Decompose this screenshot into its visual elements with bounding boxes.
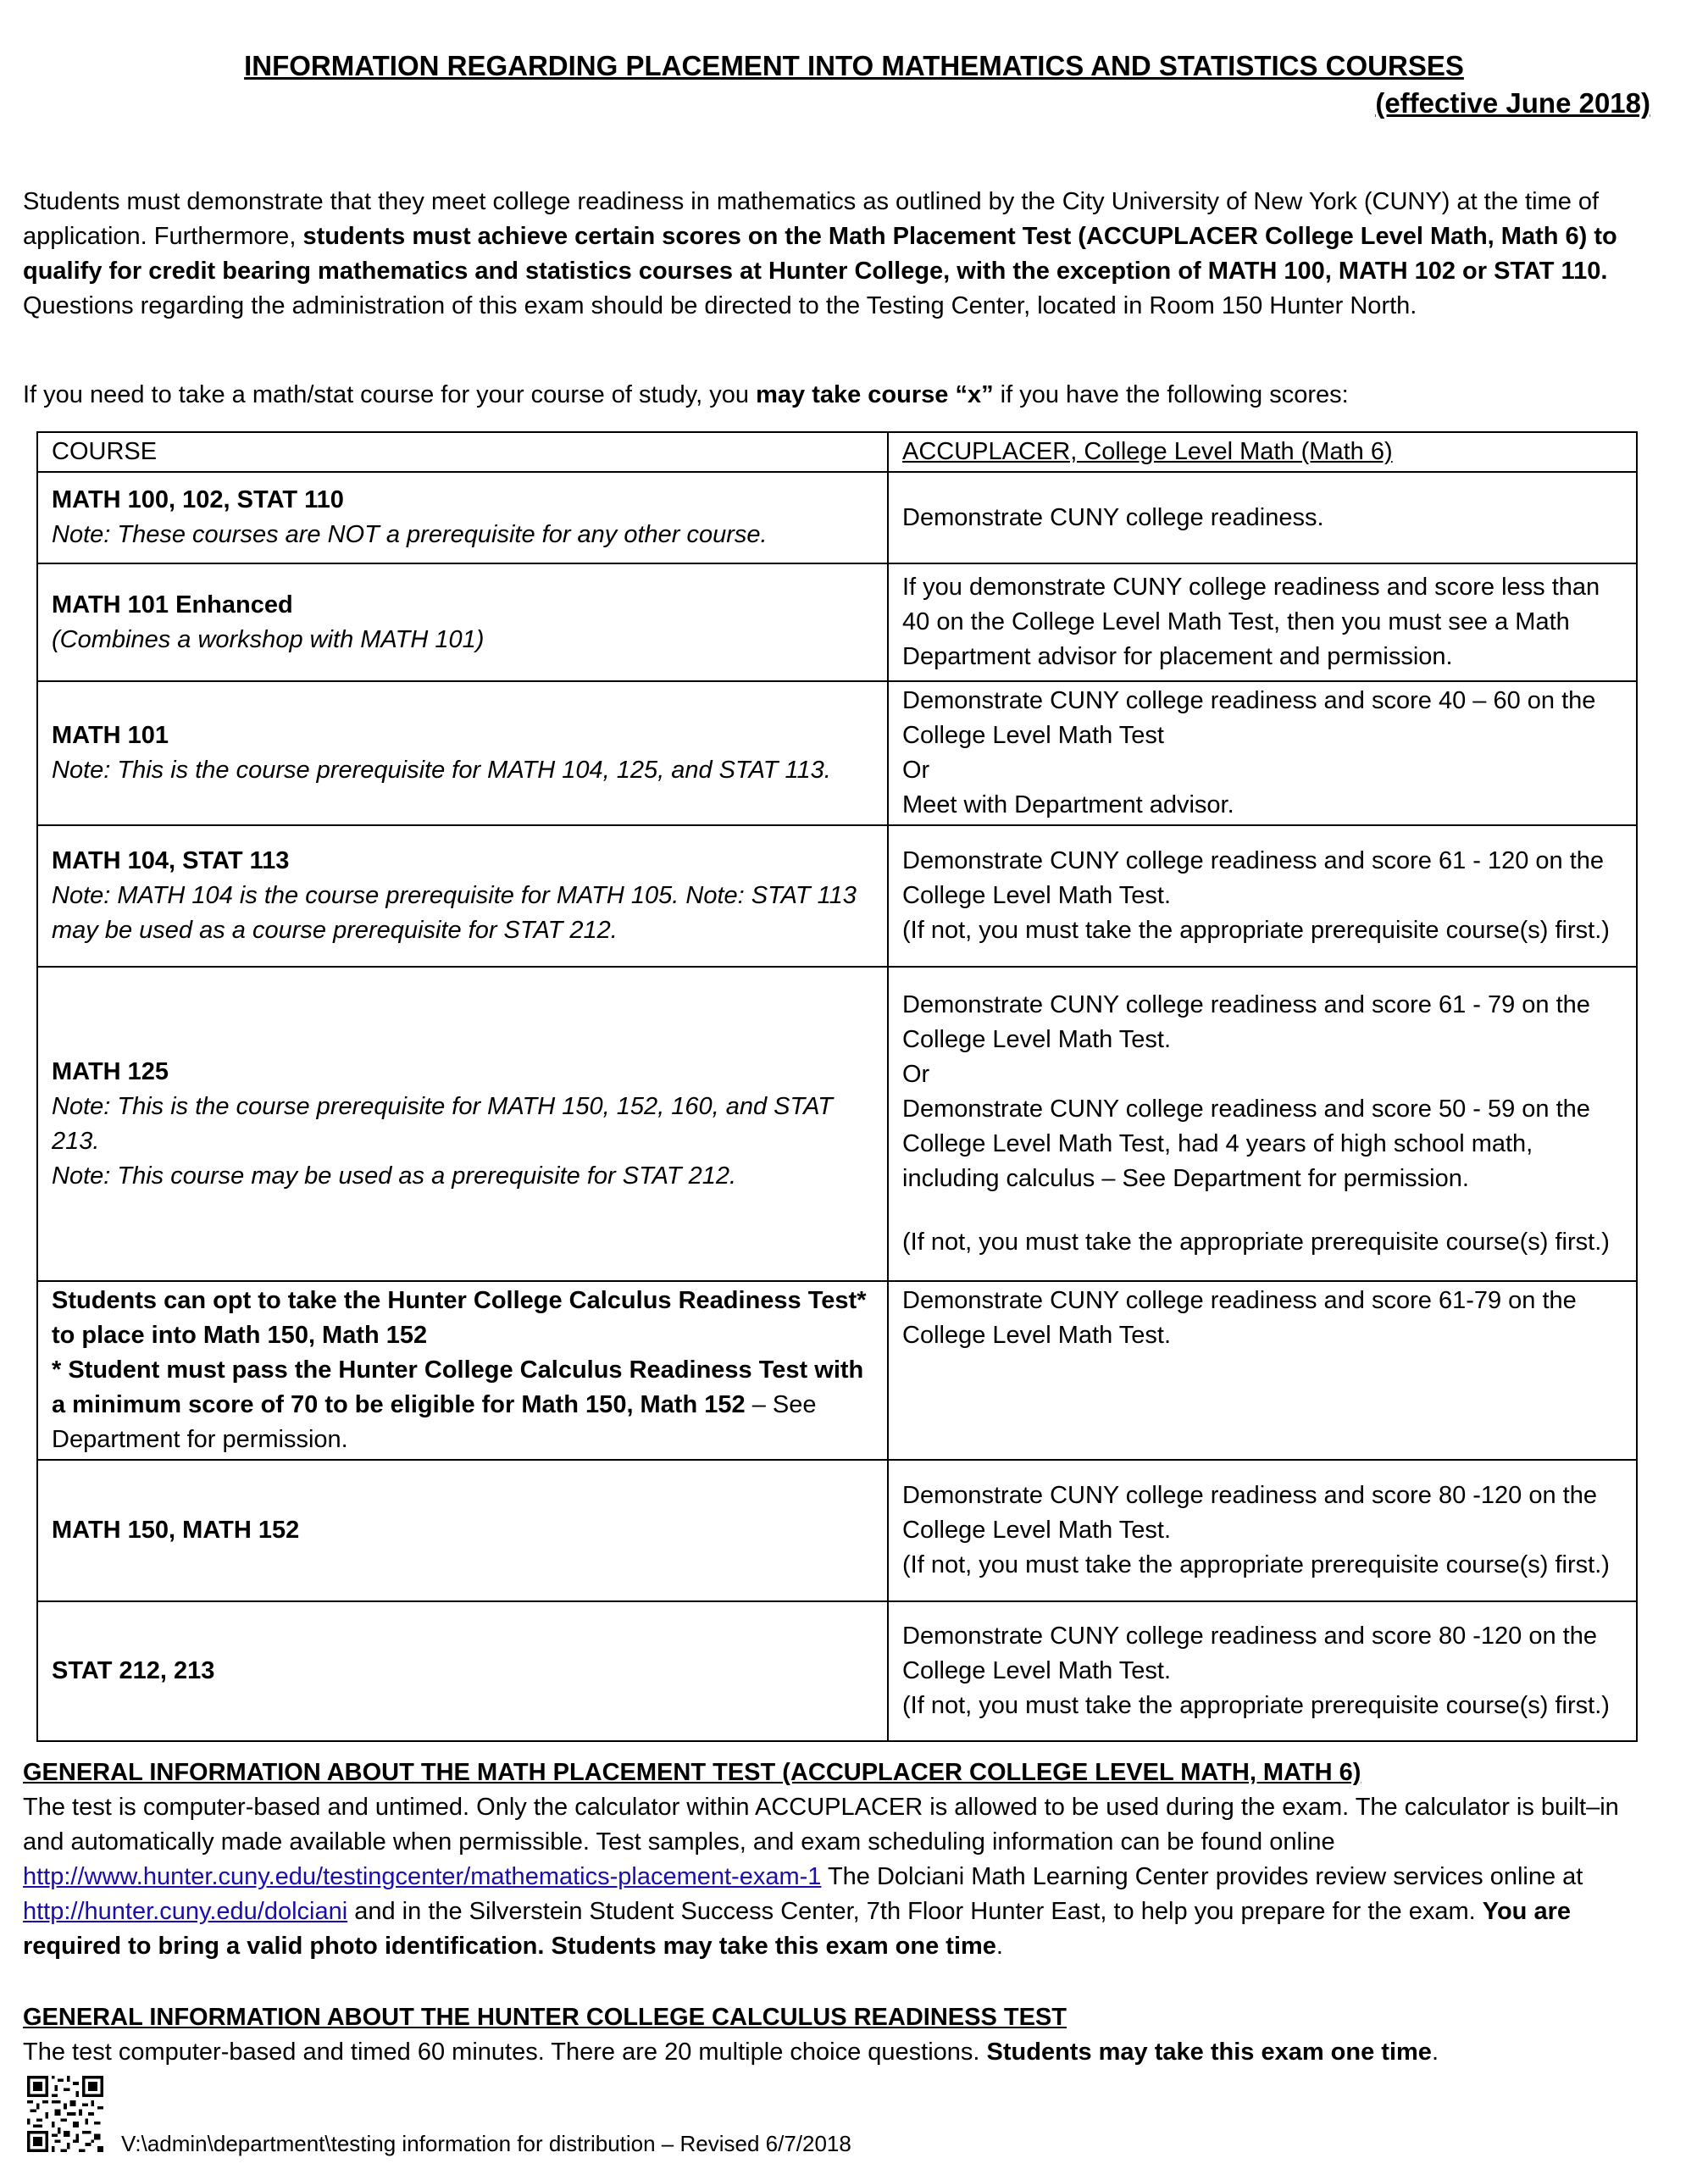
table-row	[37, 1601, 1637, 1741]
course-name: MATH 125	[52, 1057, 169, 1085]
placement-text-end: .	[995, 1933, 1003, 1960]
course-cell	[37, 472, 888, 563]
calculus-info-heading: GENERAL INFORMATION ABOUT THE HUNTER COLLEGE CALCULUS READINESS TEST	[23, 2004, 1067, 2031]
placement-text-b: The Dolciani Math Learning Center provides review services online at	[821, 1863, 1583, 1890]
placement-info-text	[23, 1790, 1662, 1964]
table-row	[37, 681, 1637, 825]
intro2-text-bold: may take course “x”	[756, 381, 994, 408]
requirement-cell	[888, 825, 1637, 967]
course-note: Note: This is the course prerequisite for MATH 104, 125, and STAT 113.	[52, 757, 831, 784]
requirement-text: Demonstrate CUNY college readiness and score 61 - 79 on the College Level Math Test.	[902, 991, 1590, 1053]
requirement-cell	[888, 563, 1637, 681]
dolciani-link[interactable]: http://hunter.cuny.edu/dolciani	[23, 1898, 348, 1925]
course-cell	[37, 825, 888, 967]
requirement-cell	[888, 967, 1637, 1281]
calc-test-text: Students can opt to take the Hunter College Calculus Readiness Test* to place into Math 150, Math 152	[52, 1287, 867, 1349]
calc-requirement-block	[52, 1353, 873, 1457]
course-note: (Combines a workshop with MATH 101)	[52, 625, 485, 653]
requirement-cell	[888, 1281, 1637, 1460]
calc-min-score-text: * Student must pass the Hunter College Calculus Readiness Test with a minimum score of 70 to be eligible for Math 150, Math 152	[52, 1356, 864, 1418]
requirement-text: (If not, you must take the appropriate prerequisite course(s) first.)	[902, 1692, 1610, 1719]
requirement-text: (If not, you must take the appropriate prerequisite course(s) first.)	[902, 1551, 1610, 1578]
intro-text-a: Students must demonstrate that they meet college readiness in mathematics as outlined by the City University of New York (CUNY) at the time of application. Furthermore,	[23, 188, 1600, 250]
qr-code-icon	[27, 2076, 103, 2152]
placement-text-a: The test is computer-based and untimed. Only the calculator within ACCUPLACER is allowed to be used during the exam. The calculator is built–in and automatically made available when permissible. Test samples, and exam scheduling information can be found online	[23, 1794, 1619, 1856]
footer-path: V:\admin\department\testing information for distribution – Revised 6/7/2018	[121, 2131, 851, 2156]
table-row	[37, 472, 1637, 563]
header-accuplacer: ACCUPLACER, College Level Math (Math 6)	[888, 432, 1637, 472]
placement-table	[36, 431, 1638, 1742]
course-cell	[37, 563, 888, 681]
placement-text-bold: You are required to bring a valid photo identification. Students may take this exam one time	[23, 1898, 1571, 1960]
placement-text-c: and in the Silverstein Student Success Center, 7th Floor Hunter East, to help you prepare for the exam.	[347, 1898, 1483, 1925]
intro-text-b: Questions regarding the administration of this exam should be directed to the Testing Center, located in Room 150 Hunter North.	[23, 292, 1417, 319]
course-name: MATH 101	[52, 722, 169, 749]
calculus-text-a: The test computer-based and timed 60 minutes. There are 20 multiple choice questions.	[23, 2039, 987, 2066]
course-note: Note: These courses are NOT a prerequisite for any other course.	[52, 521, 768, 548]
course-name: MATH 104, STAT 113	[52, 847, 290, 874]
table-row	[37, 563, 1637, 681]
requirement-cell	[888, 472, 1637, 563]
calculus-text-bold: Students may take this exam one time	[986, 2039, 1432, 2066]
intro-text-bold: students must achieve certain scores on the Math Placement Test (ACCUPLACER College Level Math, Math 6) to qualify for credit bearing mathematics and statistics courses at Hunter College, with the exception of MATH 100, MATH 102 or STAT 110.	[23, 223, 1617, 285]
page-title: INFORMATION REGARDING PLACEMENT INTO MATHEMATICS AND STATISTICS COURSES	[244, 50, 1464, 81]
table-row	[37, 1460, 1637, 1601]
intro2-text-a: If you need to take a math/stat course for your course of study, you	[23, 381, 757, 408]
requirement-text: (If not, you must take the appropriate prerequisite course(s) first.)	[902, 917, 1610, 944]
header-course: COURSE	[37, 432, 888, 472]
course-name: MATH 100, 102, STAT 110	[52, 486, 344, 513]
course-cell	[37, 1601, 888, 1741]
intro2-text-b: if you have the following scores:	[993, 381, 1349, 408]
course-name: STAT 212, 213	[52, 1657, 215, 1684]
requirement-text: Demonstrate CUNY college readiness and score 80 -120 on the College Level Math Test.	[902, 1482, 1597, 1544]
course-name: MATH 150, MATH 152	[52, 1517, 300, 1544]
requirement-text: Demonstrate CUNY college readiness and score 61 - 120 on the College Level Math Test.	[902, 847, 1605, 909]
requirement-text: Demonstrate CUNY college readiness.	[902, 503, 1324, 531]
requirement-spacer	[902, 1196, 1622, 1225]
intro-paragraph-2	[23, 378, 1658, 413]
calculus-text-end: .	[1431, 2039, 1439, 2066]
course-cell	[37, 1460, 888, 1601]
requirement-text: (If not, you must take the appropriate prerequisite course(s) first.)	[902, 1229, 1610, 1256]
table-row	[37, 967, 1637, 1281]
course-note: Note: MATH 104 is the course prerequisite for MATH 105. Note: STAT 113 may be used as a course prerequisite for STAT 212.	[52, 882, 857, 944]
table-row	[37, 825, 1637, 967]
requirement-cell	[888, 681, 1637, 825]
course-note: Note: This course may be used as a prerequisite for STAT 212.	[52, 1162, 737, 1190]
course-cell	[37, 681, 888, 825]
testing-center-link[interactable]: http://www.hunter.cuny.edu/testingcenter/mathematics-placement-exam-1	[23, 1863, 822, 1890]
requirement-text: Demonstrate CUNY college readiness and score 61-79 on the College Level Math Test.	[902, 1287, 1577, 1349]
course-cell	[37, 967, 888, 1281]
page-subtitle: (effective June 2018)	[1375, 87, 1650, 119]
requirement-text: Demonstrate CUNY college readiness and score 80 -120 on the College Level Math Test.	[902, 1623, 1597, 1684]
requirement-or: Or	[902, 757, 930, 784]
requirement-cell	[888, 1460, 1637, 1601]
requirement-text: Demonstrate CUNY college readiness and score 40 – 60 on the College Level Math Test	[902, 687, 1596, 749]
intro-paragraph	[23, 185, 1658, 324]
requirement-text: Demonstrate CUNY college readiness and score 50 - 59 on the College Level Math Test, had 4 years of high school math, including calculus – See Department for permission.	[902, 1096, 1590, 1192]
requirement-text: Meet with Department advisor.	[902, 791, 1234, 818]
requirement-or: Or	[902, 1061, 930, 1088]
calc-permission-text: – See Department for permission.	[52, 1391, 817, 1453]
course-cell	[37, 1281, 888, 1460]
calculus-info-text	[23, 2035, 1662, 2070]
placement-info-heading: GENERAL INFORMATION ABOUT THE MATH PLACEMENT TEST (ACCUPLACER COLLEGE LEVEL MATH, MATH 6)	[23, 1759, 1361, 1786]
table-row	[37, 1281, 1637, 1460]
course-name: MATH 101 Enhanced	[52, 591, 293, 619]
table-header-row	[37, 432, 1637, 472]
requirement-text: If you demonstrate CUNY college readiness and score less than 40 on the College Level Math Test, then you must see a Math Department advisor for placement and permission.	[902, 574, 1600, 670]
course-note: Note: This is the course prerequisite for MATH 150, 152, 160, and STAT 213.	[52, 1092, 833, 1155]
requirement-cell	[888, 1601, 1637, 1741]
